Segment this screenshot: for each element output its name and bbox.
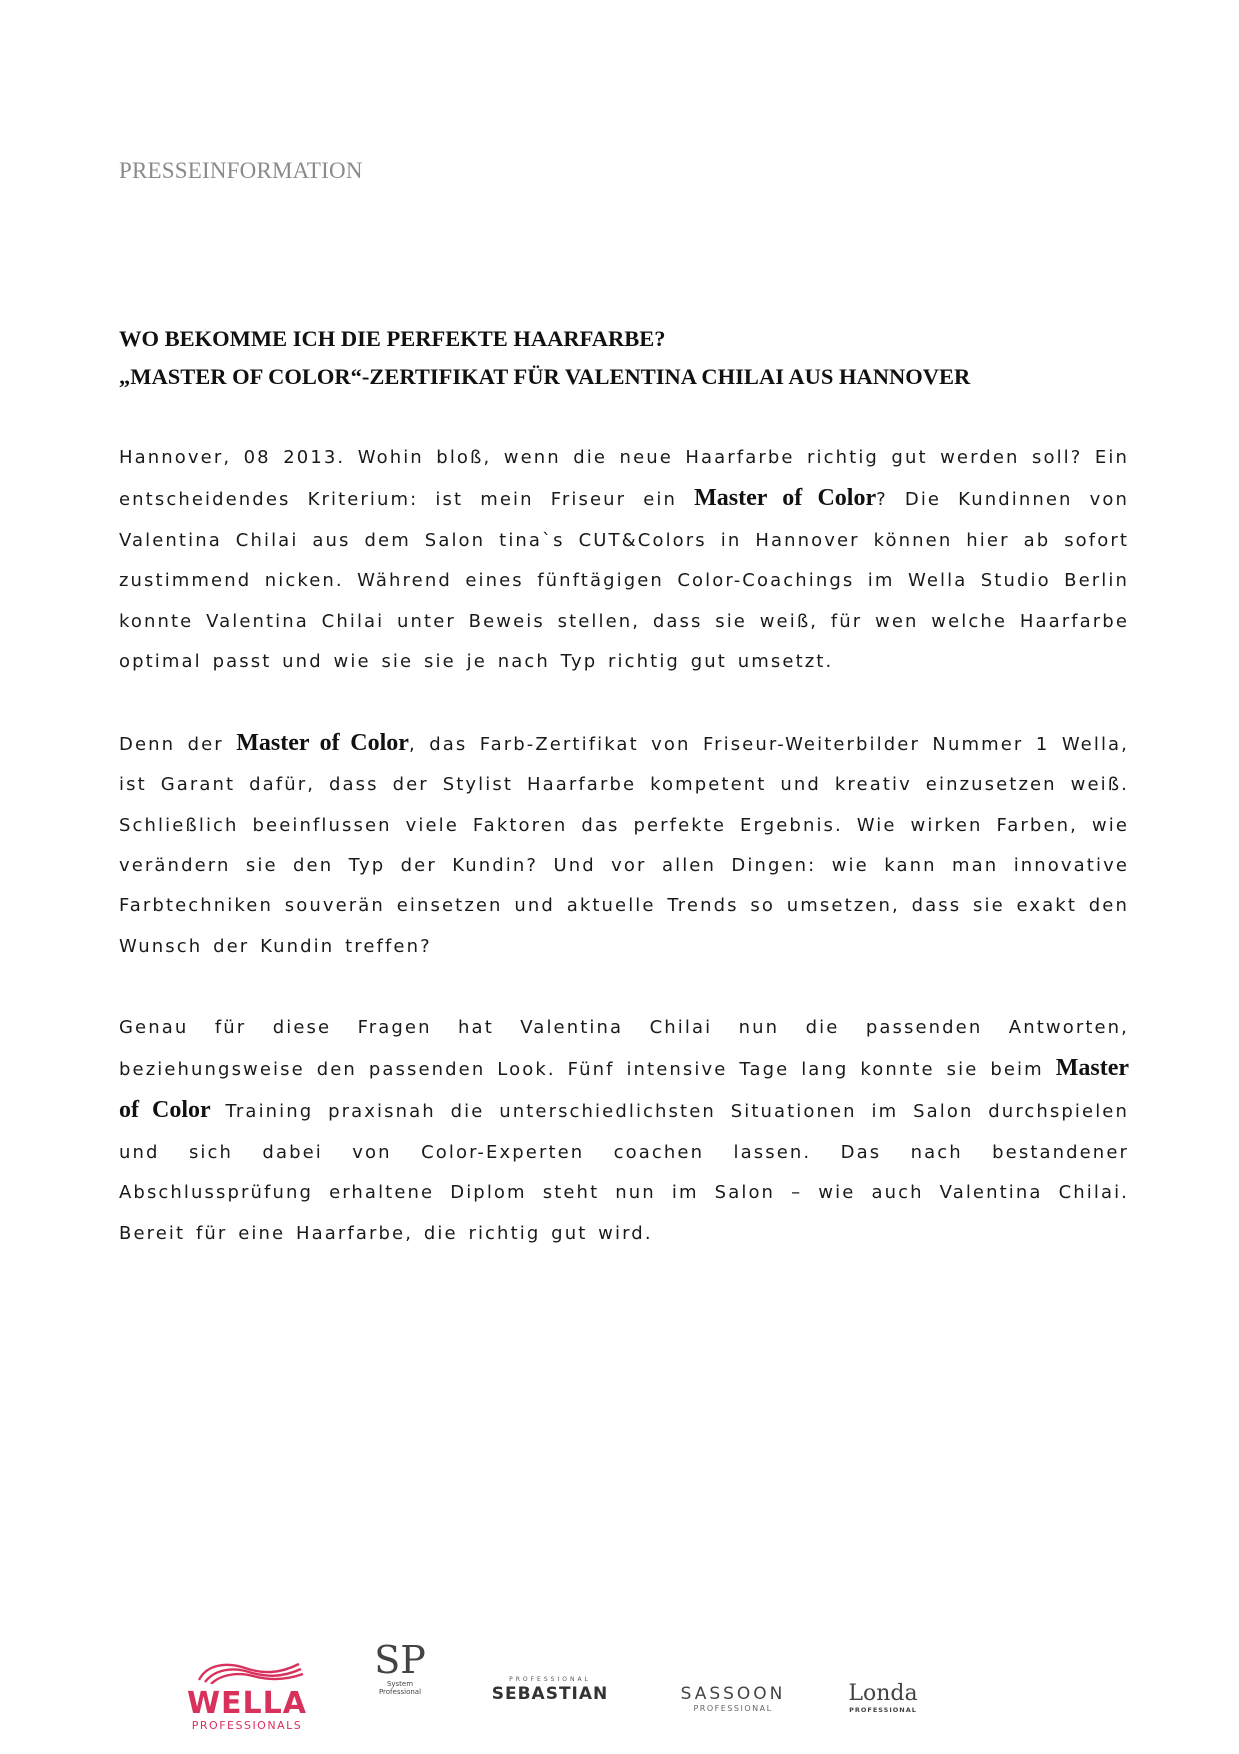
paragraph-2-text-b: , das Farb-Zertifikat von Friseur-Weiterbilder Nummer 1 Wella, ist Garant dafür, dass der Stylist Haarfarbe kompetent und kreativ einzusetzen weiß. Schließlich beeinflussen viele Faktoren das perfekte Ergebnis. Wie wirken Farben, wie verändern sie den Typ der Kundin? Und vor allen Dingen: wie kann man innovative Farbtechniken souverän einsetzen und aktuelle Trends so umsetzen, dass sie exakt den Wunsch der Kundin treffen? (119, 733, 1129, 957)
paragraph-1-text-b: ? Die Kundinnen von Valentina Chilai aus dem Salon tina`s CUT&Colors in Hannover können hier ab sofort zustimmend nicken. Während eines fünftägigen Color-Coachings im Wella Studio Berlin konnte Valentina Chilai unter Beweis stellen, dass sie weiß, für wen welche Haarfarbe optimal passt und wie sie sie je nach Typ richtig gut umsetzt. (119, 489, 1129, 673)
sassoon-wordmark: SASSOON (680, 1684, 786, 1704)
brand-logo-strip (0, 1638, 1239, 1732)
wella-subline: PROFESSIONALS (191, 1719, 303, 1732)
wella-logo (172, 1658, 322, 1732)
headline-line-1: WO BEKOMME ICH DIE PERFEKTE HAARFARBE? (119, 326, 666, 351)
paragraph-1-text-a: Hannover, 08 2013. Wohin bloß, wenn die neue Haarfarbe richtig gut werden soll? Ein entscheidendes Kriterium: ist mein Friseur ein (119, 447, 1129, 511)
paragraph-3-text-a: Genau für diese Fragen hat Valentina Chilai nun die passenden Antworten, beziehungsweise den passenden Look. Fünf intensive Tage lang konnte sie beim (119, 1016, 1129, 1081)
paragraph-3 (119, 1008, 1129, 1254)
paragraph-3-text-b: Training praxisnah die unterschiedlichsten Situationen im Salon durchspielen und sich dabei von Color-Experten coachen lassen. Das nach bestandener Abschlussprüfung erhaltene Diplom steht nun im Salon – wie auch Valentina Chilai. Bereit für eine Haarfarbe, die richtig gut wird. (119, 1101, 1129, 1244)
sebastian-wordmark: SEBASTIAN (491, 1684, 609, 1704)
highlight-master-of-color: Master of Color (236, 729, 409, 756)
headline (119, 320, 1129, 396)
paragraph-1 (119, 438, 1129, 682)
sebastian-logo (475, 1676, 625, 1704)
londa-wordmark: Londa (848, 1681, 918, 1706)
sp-subline-1: System (386, 1680, 414, 1688)
paragraph-2-text-a: Denn der (119, 733, 237, 755)
sp-logo (370, 1640, 430, 1696)
highlight-master-of-color: Master of Color (694, 485, 877, 512)
paragraph-2 (119, 723, 1129, 967)
wella-wave-icon (187, 1658, 307, 1684)
document-kicker: PRESSEINFORMATION (119, 158, 363, 183)
sp-wordmark: SP (374, 1638, 426, 1682)
londa-subline: PROFESSIONAL (849, 1706, 917, 1714)
body-text (119, 438, 1129, 1294)
headline-line-2: „MASTER OF COLOR“-ZERTIFIKAT FÜR VALENTINA CHILAI AUS HANNOVER (119, 364, 971, 389)
londa-logo (838, 1682, 928, 1714)
sassoon-subline: PROFESSIONAL (693, 1704, 773, 1713)
highlight-master-of-color: Master of Color (119, 1055, 1129, 1124)
sebastian-topline: PROFESSIONAL (509, 1676, 591, 1683)
wella-wordmark: WELLA (186, 1686, 308, 1721)
sassoon-logo (668, 1684, 798, 1714)
sp-subline-2: Professional (378, 1688, 422, 1696)
